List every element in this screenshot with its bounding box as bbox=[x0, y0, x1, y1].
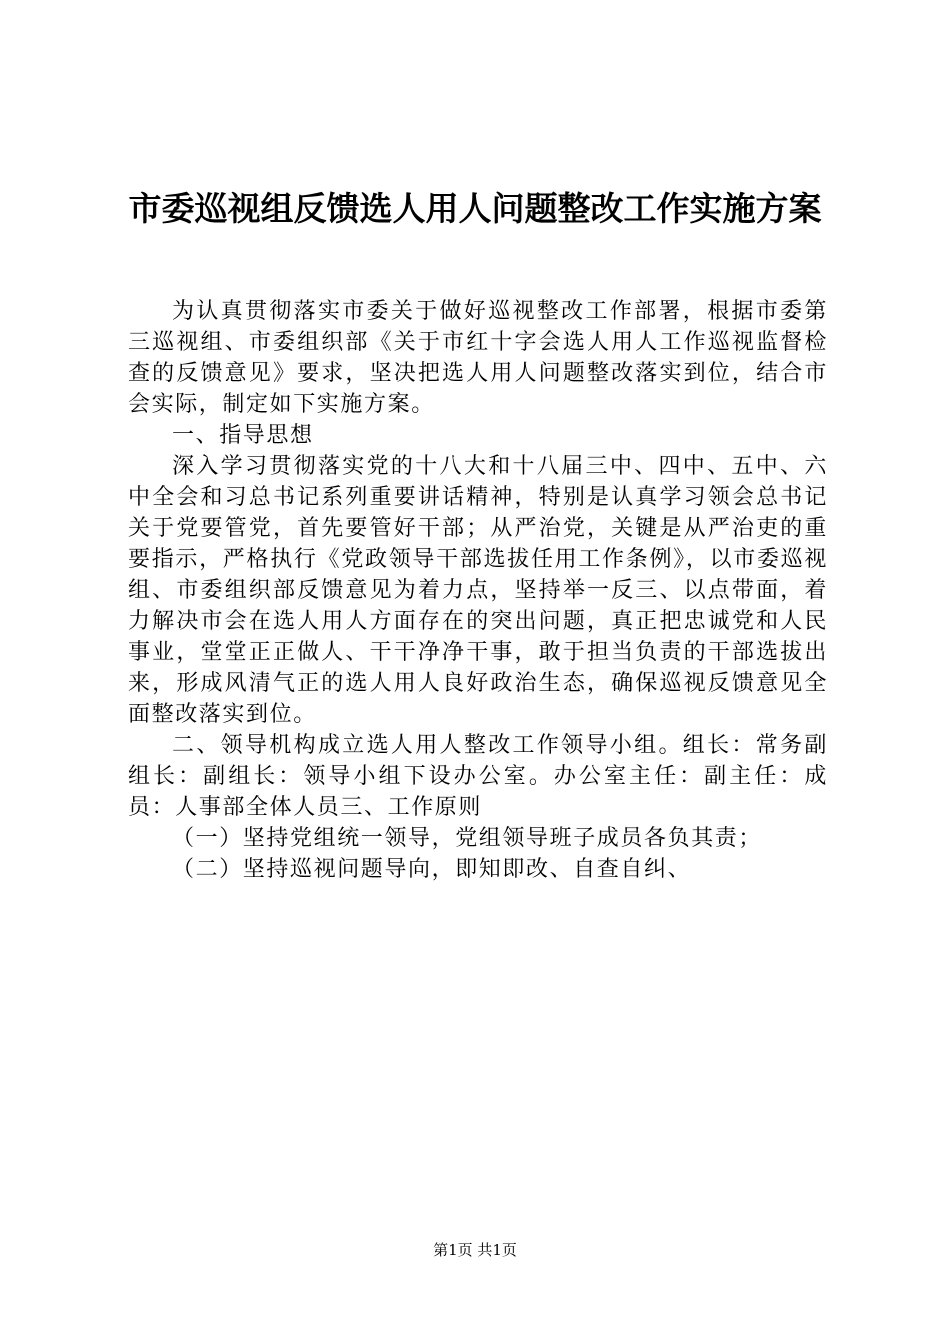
paragraph-principle-2: （二）坚持巡视问题导向，即知即改、自查自纠、 bbox=[172, 857, 692, 882]
paragraph-principle-1: （一）坚持党组统一领导，党组领导班子成员各负其责； bbox=[172, 826, 763, 851]
section-heading-guiding-ideology: 一、指导思想 bbox=[172, 423, 314, 448]
page-footer: 第1页 共1页 bbox=[433, 1241, 517, 1259]
paragraph-intro: 为认真贯彻落实市委关于做好巡视整改工作部署，根据市委第三巡视组、市委组织部《关于市红十字会选人用人工作巡视监督检查的反馈意见》要求，坚决把选人用人问题整改落实到位，结合市会实际，制定如下实施方案。 bbox=[128, 299, 828, 417]
paragraph-guiding-ideology: 深入学习贯彻落实党的十八大和十八届三中、四中、五中、六中全会和习总书记系列重要讲话精神，特别是认真学习领会总书记关于党要管党，首先要管好干部；从严治党，关键是从严治吏的重要指示，严格执行《党政领导干部选拔任用工作条例》，以市委巡视组、市委组织部反馈意见为着力点，坚持举一反三、以点带面，着力解决市会在选人用人方面存在的突出问题，真正把忠诚党和人民事业，堂堂正正做人、干干净净干事，敢于担当负责的干部选拔出来，形成风清气正的选人用人良好政治生态，确保巡视反馈意见全面整改落实到位。 bbox=[128, 454, 828, 727]
paragraph-leadership-organization: 二、领导机构成立选人用人整改工作领导小组。组长：常务副组长：副组长：领导小组下设办公室。办公室主任：副主任：成员：人事部全体人员三、工作原则 bbox=[128, 733, 828, 820]
document-body bbox=[128, 296, 828, 885]
document-title: 市委巡视组反馈选人用人问题整改工作实施方案 bbox=[128, 189, 822, 228]
